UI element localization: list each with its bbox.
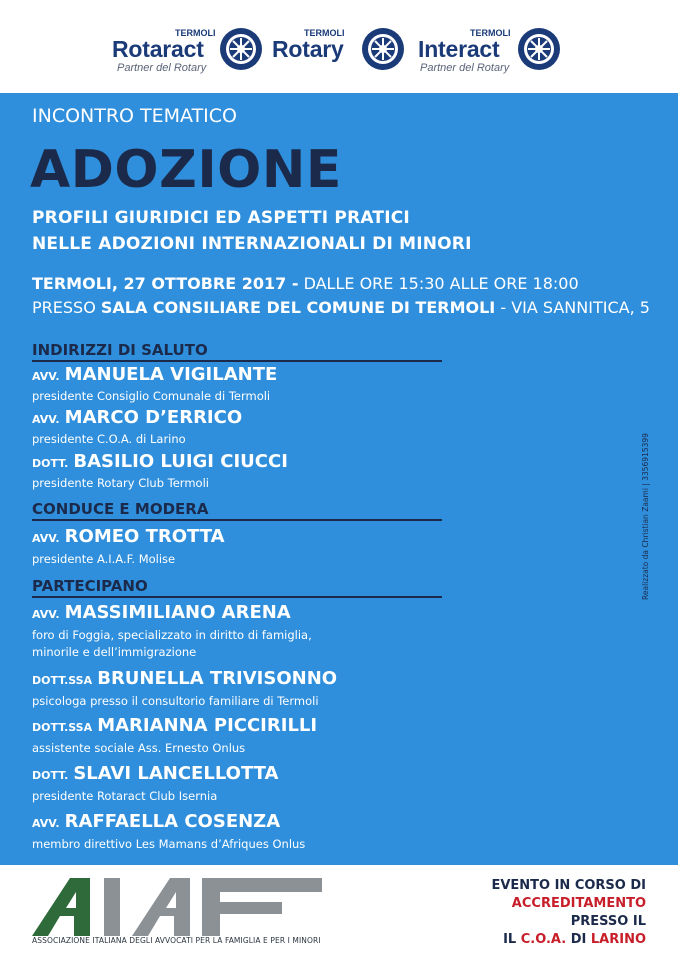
rotary-wheel-icon — [218, 26, 264, 72]
speaker-name: BRUNELLA TRIVISONNO — [97, 668, 338, 689]
rotary-logo — [272, 28, 412, 78]
speaker — [32, 526, 225, 547]
speaker-role: membro direttivo Les Mamans d’Afriques Onlus — [32, 837, 306, 851]
speaker-name: MARIANNA PICCIRILLI — [97, 715, 318, 736]
speaker-name: MASSIMILIANO ARENA — [64, 602, 291, 623]
club-tagline: Partner del Rotary — [420, 62, 510, 74]
speaker-role: assistente sociale Ass. Ernesto Onlus — [32, 741, 246, 755]
speaker — [32, 715, 317, 736]
club-city: TERMOLI — [175, 28, 216, 38]
rotary-wheel-icon — [516, 26, 562, 72]
speaker-role: presidente Consiglio Comunale di Termoli — [32, 389, 271, 403]
event-date: TERMOLI, 27 OTTOBRE 2017 - — [32, 274, 299, 293]
section-partecipano: PARTECIPANO — [32, 577, 442, 598]
aiaf-logo — [32, 878, 322, 936]
speaker — [32, 811, 280, 832]
speaker — [32, 451, 288, 472]
section-saluto: INDIRIZZI DI SALUTO — [32, 341, 442, 362]
designer-credit: Realizzato da Christian Zaami | 3356915399 — [641, 433, 650, 600]
speaker — [32, 602, 291, 623]
accreditation-word: IL — [503, 932, 521, 947]
rotary-wheel-icon — [360, 26, 406, 72]
speaker — [32, 407, 242, 428]
event-place: SALA CONSILIARE DEL COMUNE DI TERMOLI — [100, 298, 496, 317]
speaker — [32, 364, 277, 385]
club-tagline: Partner del Rotary — [117, 62, 207, 74]
accreditation-word: DI — [566, 932, 591, 947]
speaker-title: AVV. — [32, 370, 60, 383]
speaker-name: MARCO D’ERRICO — [64, 407, 243, 428]
accreditation-larino: LARINO — [590, 932, 646, 947]
speaker-role: presidente C.O.A. di Larino — [32, 432, 186, 446]
speaker-role: foro di Foggia, specializzato in diritto di famiglia, — [32, 628, 312, 642]
event-subtitle-line2: NELLE ADOZIONI INTERNAZIONALI DI MINORI — [32, 234, 472, 254]
club-name: Rotaract — [112, 36, 204, 62]
accreditation-coa: C.O.A. — [520, 932, 567, 947]
club-name: Rotary — [272, 36, 344, 62]
event-title: ADOZIONE — [30, 140, 342, 200]
speaker-title: AVV. — [32, 817, 60, 830]
event-place-prefix: PRESSO — [32, 298, 101, 317]
accreditation-line1: EVENTO IN CORSO DI — [491, 878, 646, 893]
speaker-title: AVV. — [32, 413, 60, 426]
speaker-name: ROMEO TROTTA — [64, 526, 225, 547]
event-address: - VIA SANNITICA, 5 — [495, 298, 650, 317]
speaker-role-line2: minorile e dell’immigrazione — [32, 645, 197, 659]
footer — [0, 865, 678, 960]
header — [0, 0, 678, 93]
speaker-title: DOTT.SSA — [32, 674, 93, 687]
club-name: Interact — [418, 36, 500, 62]
aiaf-subtitle: ASSOCIAZIONE ITALIANA DEGLI AVVOCATI PER LA FAMIGLIA E PER I MINORI — [32, 936, 321, 945]
speaker-role: psicologa presso il consultorio familiare di Termoli — [32, 694, 319, 708]
interact-logo — [418, 28, 568, 78]
speaker-title: DOTT. — [32, 769, 69, 782]
speaker — [32, 668, 337, 689]
speaker-role: presidente Rotaract Club Isernia — [32, 789, 218, 803]
accreditation-line4 — [503, 932, 646, 947]
club-city: TERMOLI — [470, 28, 511, 38]
event-subtitle-line1: PROFILI GIURIDICI ED ASPETTI PRATICI — [32, 208, 410, 228]
accreditation-line2: ACCREDITAMENTO — [511, 896, 646, 911]
event-time: DALLE ORE 15:30 ALLE ORE 18:00 — [298, 274, 579, 293]
event-datetime — [32, 274, 579, 293]
speaker — [32, 763, 278, 784]
speaker-title: DOTT.SSA — [32, 721, 93, 734]
event-location — [32, 298, 650, 317]
speaker-name: MANUELA VIGILANTE — [64, 364, 278, 385]
speaker-title: DOTT. — [32, 457, 69, 470]
rotaract-logo — [112, 28, 262, 78]
speaker-title: AVV. — [32, 608, 60, 621]
speaker-role: presidente Rotary Club Termoli — [32, 476, 209, 490]
speaker-name: SLAVI LANCELLOTTA — [73, 763, 279, 784]
speaker-name: BASILIO LUIGI CIUCCI — [73, 451, 288, 472]
accreditation-line3: PRESSO IL — [570, 914, 646, 929]
speaker-name: RAFFAELLA COSENZA — [64, 811, 281, 832]
event-kicker: INCONTRO TEMATICO — [32, 105, 238, 127]
speaker-role: presidente A.I.A.F. Molise — [32, 552, 176, 566]
section-modera: CONDUCE E MODERA — [32, 500, 442, 521]
speaker-title: AVV. — [32, 532, 60, 545]
club-city: TERMOLI — [304, 28, 345, 38]
